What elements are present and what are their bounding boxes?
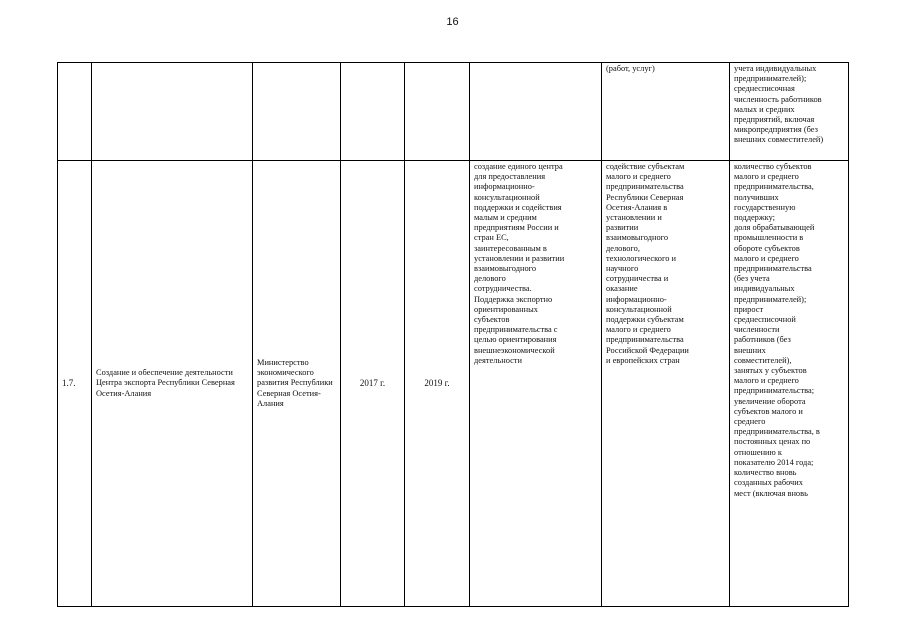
- text-line: предпринимательства, в: [734, 427, 820, 437]
- text-line: увеличение оборота: [734, 396, 806, 406]
- text-line: численность работников: [734, 94, 822, 104]
- cell-number-empty: [58, 63, 92, 161]
- text-line: работников (без: [734, 335, 791, 345]
- indicators: [730, 161, 849, 607]
- text-line: установлении и: [606, 213, 662, 223]
- text-line: деятельности: [474, 355, 522, 365]
- cell-description-empty: [470, 63, 602, 161]
- text-line: делового: [474, 274, 506, 284]
- text-line: поддержку;: [734, 213, 775, 223]
- row-number: 1.7.: [58, 161, 92, 607]
- text-line: мест (включая вновь: [734, 488, 808, 498]
- end-year: 2019 г.: [405, 161, 470, 607]
- text-line: малого и среднего: [734, 172, 799, 182]
- text-line: информационно-: [474, 182, 535, 192]
- text-line: совместителей),: [734, 355, 792, 365]
- text-line: постоянных ценах по: [734, 437, 811, 447]
- text-line: оказание: [606, 284, 638, 294]
- text-line: консультационной: [474, 192, 540, 202]
- text-line: (работ, услуг): [606, 64, 655, 73]
- text-line: предпринимательства: [606, 335, 684, 345]
- text-line: малого и среднего: [606, 172, 671, 182]
- text-line: сотрудничества.: [474, 284, 532, 294]
- text-line: микропредприятия (без: [734, 125, 818, 135]
- page-number: 16: [446, 16, 459, 28]
- text-line: внешних: [734, 345, 766, 355]
- text-line: предпринимателей);: [734, 74, 807, 84]
- measure-executor: Министерство экономического развития Республики Северная Осетия-Алания: [253, 161, 341, 607]
- text-line: показателю 2014 года;: [734, 457, 814, 467]
- text-line: создание единого центра: [474, 162, 563, 171]
- text-line: Республики Северная: [606, 192, 684, 202]
- text-line: установлении и развитии: [474, 253, 565, 263]
- text-line: обороте субъектов: [734, 243, 800, 253]
- text-line: содействие субъектам: [606, 162, 685, 171]
- text-line: внешних совместителей): [734, 135, 824, 145]
- text-line: делового,: [606, 243, 640, 253]
- text-line: стран ЕС,: [474, 233, 509, 243]
- text-line: поддержки и содействия: [474, 202, 562, 212]
- expected-result: [602, 161, 730, 607]
- text-line: созданных рабочих: [734, 478, 803, 488]
- text-line: научного: [606, 264, 639, 274]
- text-line: поддержки субъектам: [606, 315, 684, 325]
- text-line: целью ориентирования: [474, 335, 557, 345]
- text-line: Российской Федерации: [606, 345, 689, 355]
- text-line: сотрудничества и: [606, 274, 669, 284]
- text-line: предпринимательства;: [734, 386, 815, 396]
- text-line: Осетия-Алания в: [606, 202, 668, 212]
- text-line: предпринимательства: [606, 182, 684, 192]
- text-line: занятых у субъектов: [734, 366, 807, 376]
- text-line: прирост: [734, 304, 764, 314]
- text-line: малым и средним: [474, 213, 537, 223]
- text-line: заинтересованным в: [474, 243, 547, 253]
- text-line: численности: [734, 325, 780, 335]
- cell-start-empty: [341, 63, 405, 161]
- text-line: и европейских стран: [606, 355, 680, 365]
- text-line: доля обрабатывающей: [734, 223, 815, 233]
- cell-title-empty: [92, 63, 253, 161]
- text-line: для предоставления: [474, 172, 546, 182]
- text-line: предпринимательства с: [474, 325, 558, 335]
- text-line: государственную: [734, 202, 796, 212]
- text-line: информационно-: [606, 294, 667, 304]
- text-line: малых и средних: [734, 104, 795, 114]
- cell-end-empty: [405, 63, 470, 161]
- text-line: среднего: [734, 417, 766, 427]
- text-line: предпринимательства,: [734, 182, 814, 192]
- cell-executor-empty: [253, 63, 341, 161]
- start-year: 2017 г.: [341, 161, 405, 607]
- text-line: получивших: [734, 192, 779, 202]
- text-line: среднесписочная: [734, 84, 795, 94]
- text-line: внешнеэкономической: [474, 345, 555, 355]
- text-line: малого и среднего: [606, 325, 671, 335]
- text-line: промышленности в: [734, 233, 804, 243]
- text-line: количество вновь: [734, 468, 797, 478]
- text-line: взаимовыгодного: [606, 233, 669, 243]
- text-line: количество субъектов: [734, 162, 812, 171]
- text-line: консультационной: [606, 304, 672, 314]
- text-line: учета индивидуальных: [734, 64, 817, 73]
- text-line: среднесписочной: [734, 315, 796, 325]
- text-line: предприятий, включая: [734, 115, 815, 125]
- text-line: предприятиям России и: [474, 223, 559, 233]
- text-line: технологического и: [606, 253, 676, 263]
- text-line: субъектов малого и: [734, 406, 803, 416]
- measure-description: [470, 161, 602, 607]
- text-line: взаимовыгодного: [474, 264, 537, 274]
- text-line: (без учета: [734, 274, 770, 284]
- text-line: предпринимателей);: [734, 294, 807, 304]
- text-line: Поддержка экспортно: [474, 294, 553, 304]
- text-line: отношению к: [734, 447, 782, 457]
- text-line: ориентированных: [474, 304, 538, 314]
- text-line: развитии: [606, 223, 639, 233]
- text-line: малого и среднего: [734, 376, 799, 386]
- text-line: малого и среднего: [734, 253, 799, 263]
- cell-result-continued: [602, 63, 730, 161]
- text-line: предпринимательства: [734, 264, 812, 274]
- table-row: [58, 161, 849, 607]
- measure-title: Создание и обеспечение деятельности Центра экспорта Республики Северная Осетия-Алания: [92, 161, 253, 607]
- table-row-continued: [58, 63, 849, 161]
- text-line: субъектов: [474, 315, 510, 325]
- text-line: индивидуальных: [734, 284, 795, 294]
- measures-table: [57, 62, 849, 607]
- cell-indicators-continued: [730, 63, 849, 161]
